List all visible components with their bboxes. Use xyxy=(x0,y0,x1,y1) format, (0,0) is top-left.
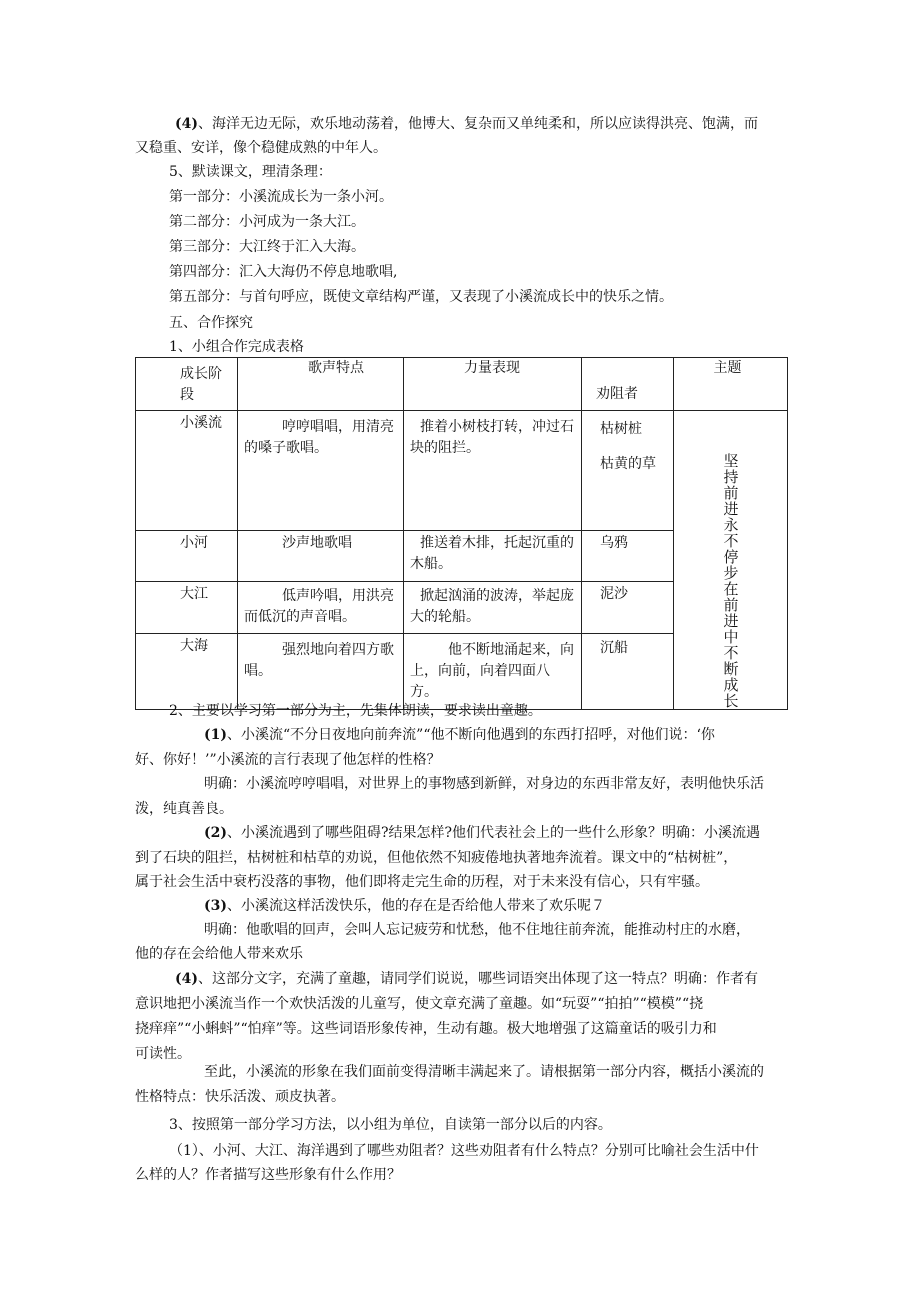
question-4: (4)、这部分文字，充满了童趣，请同学们说说，哪些词语突出体现了这一特点？明确：作者有 xyxy=(175,971,758,987)
stage-cell: 小溪流 xyxy=(136,411,238,531)
paragraph-4: (4)、海洋无边无际，欢乐地动荡着，他博大、复杂而又单纯柔和，所以应读得洪亮、饱满，而 xyxy=(175,116,758,132)
blocker-cell: 沉船 xyxy=(582,634,674,710)
text-line: 到了石块的阻拦，枯树桩和枯草的劝说，但他依然不知疲倦地执著地奔流着。课文中的“枯树桩”， xyxy=(135,850,738,866)
theme-cell xyxy=(674,411,788,710)
part-1: 第一部分：小溪流成长为一条小河。 xyxy=(169,189,393,205)
stage-cell: 小河 xyxy=(136,531,238,582)
answer-3: 明确：他歌唱的回声，会叫人忘记疲劳和忧愁，他不住地往前奔流，能推动村庄的水磨， xyxy=(204,922,750,938)
text-line: 属于社会生活中衰朽没落的事物，他们即将走完生命的历程，对于未来没有信心，只有牢骚。 xyxy=(135,874,709,890)
answer-1: 明确：小溪流哼哼唱唱，对世界上的事物感到新鲜，对身边的东西非常友好，表明他快乐活 xyxy=(204,776,764,792)
table-row xyxy=(136,411,788,531)
blocker-cell: 乌鸦 xyxy=(582,531,674,582)
growth-table xyxy=(135,357,788,710)
text-line: 好、你好！’”小溪流的言行表现了他怎样的性格？ xyxy=(135,752,441,768)
item-2: 2、主要以学习第一部分为主，先集体朗读，要求读出童趣。 xyxy=(169,703,542,719)
power-cell: 掀起汹涌的波涛，举起庞大的轮船。 xyxy=(404,582,582,634)
power-cell: 推着小树枝打转，冲过石块的阻拦。 xyxy=(404,411,582,531)
part-5: 第五部分：与首句呼应，既使文章结构严谨，又表现了小溪流成长中的快乐之情。 xyxy=(169,289,673,305)
item-number: (4) xyxy=(175,116,198,132)
text-line: 他的存在会给他人带来欢乐 xyxy=(135,946,303,962)
item-number: (4) xyxy=(175,971,198,987)
power-cell: 推送着木排，托起沉重的木船。 xyxy=(404,531,582,582)
stage-cell: 大海 xyxy=(136,634,238,710)
song-cell: 低声吟唱，用洪亮而低沉的声音唱。 xyxy=(238,582,404,634)
item-3: 3、按照第一部分学习方法，以小组为单位，自读第一部分以后的内容。 xyxy=(169,1117,612,1133)
header-power: 力量表现 xyxy=(404,358,582,411)
question-1: (1)、小溪流“不分日夜地向前奔流”“他不断向他遇到的东西打招呼，对他们说：‘你 xyxy=(204,727,715,743)
blocker-cell: 泥沙 xyxy=(582,582,674,634)
text-line: 泼，纯真善良。 xyxy=(135,801,233,817)
stage-cell: 大江 xyxy=(136,582,238,634)
heading-5: 5、默读课文，理清条理： xyxy=(169,164,332,180)
item-number: (3) xyxy=(204,898,227,914)
item-1: 1、小组合作完成表格 xyxy=(169,339,304,355)
header-blocker: 劝阻者 xyxy=(582,358,674,411)
table-header-row xyxy=(136,358,788,411)
header-theme: 主题 xyxy=(674,358,788,411)
question-5: （1）、小河、大江、海洋遇到了哪些劝阻者？这些劝阻者有什么特点？分别可比喻社会生活中什 xyxy=(169,1143,759,1159)
power-cell: 他不断地涌起来，向上，向前，向着四面八方。 xyxy=(404,634,582,710)
item-number: (1) xyxy=(204,727,227,743)
header-stage: 成长阶 段 xyxy=(136,358,238,411)
song-cell: 强烈地向着四方歌唱。 xyxy=(238,634,404,710)
text-line: 挠痒痒”“小蝌蚪”“怕痒”等。这些词语形象传神，生动有趣。极大地增强了这篇童话的吸引力和 xyxy=(135,1021,717,1037)
text-line: 么样的人？作者描写这些形象有什么作用？ xyxy=(135,1167,401,1183)
item-number: (2) xyxy=(204,825,227,841)
part-2: 第二部分：小河成为一条大江。 xyxy=(169,214,365,230)
question-2: (2)、小溪流遇到了哪些阻碍?结果怎样?他们代表社会上的一些什么形象？明确：小溪流遇 xyxy=(204,825,761,841)
song-cell: 哼哼唱唱，用清亮的嗓子歌唱。 xyxy=(238,411,404,531)
summary: 至此，小溪流的形象在我们面前变得清晰丰满起来了。请根据第一部分内容，概括小溪流的 xyxy=(204,1064,764,1080)
header-song: 歌声特点 xyxy=(238,358,404,411)
blocker-cell: 枯树桩 枯黄的草 xyxy=(582,411,674,531)
part-3: 第三部分：大江终于汇入大海。 xyxy=(169,239,365,255)
text-line: 性格特点：快乐活泼、顽皮执著。 xyxy=(135,1089,345,1105)
section-heading: 五、合作探究 xyxy=(169,315,253,331)
song-cell: 沙声地歌唱 xyxy=(238,531,404,582)
text-line: 意识地把小溪流当作一个欢快活泼的儿童写，使文章充满了童趣。如“玩耍”“拍拍”“模模”“挠 xyxy=(135,996,704,1012)
question-3: (3)、小溪流这样活泼快乐，他的存在是否给他人带来了欢乐呢７ xyxy=(204,898,605,914)
text-line: 可读性。 xyxy=(135,1046,191,1062)
part-4: 第四部分：汇入大海仍不停息地歌唱, xyxy=(169,264,398,280)
text-line: 又稳重、安详，像个稳健成熟的中年人。 xyxy=(135,140,387,156)
theme-text: 坚持前进永不停步在前进中不断成长 xyxy=(721,453,740,709)
